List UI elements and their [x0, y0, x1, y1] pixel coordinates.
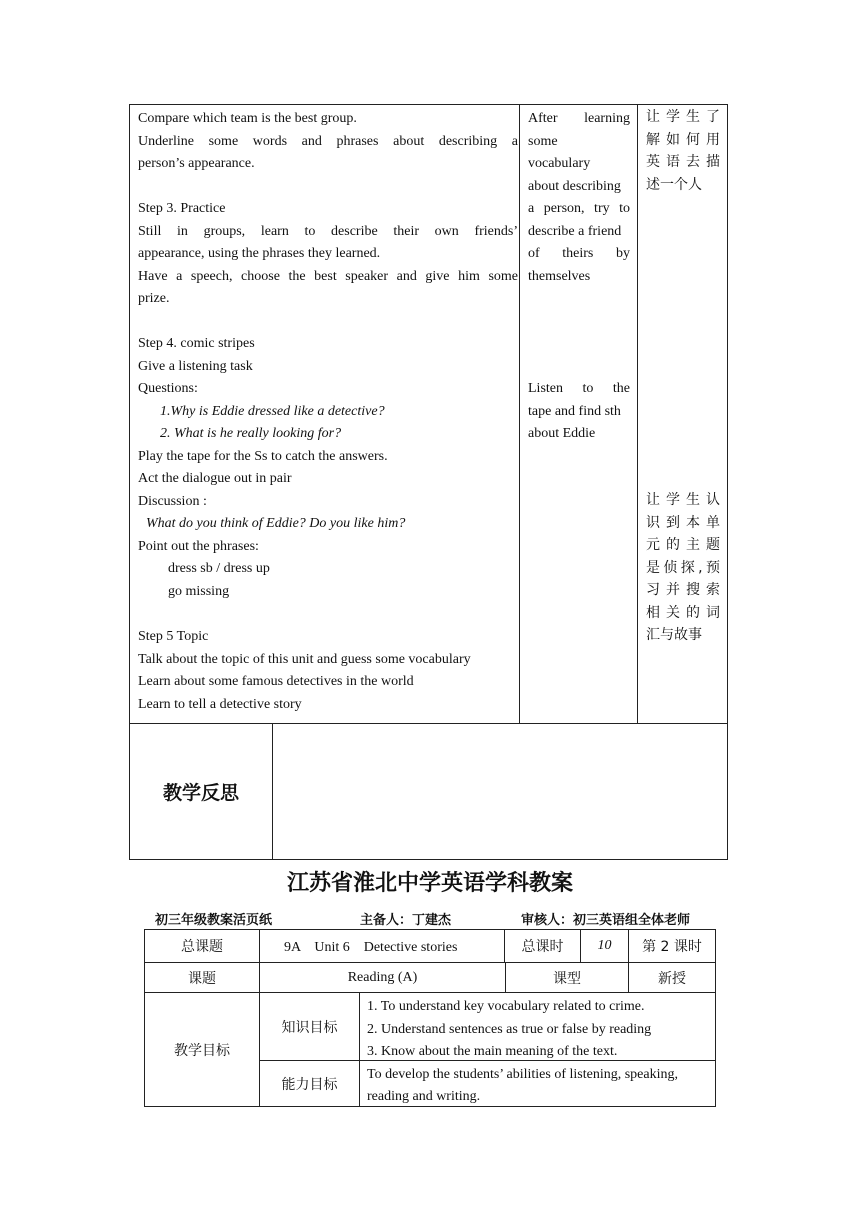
procedure-line: person’s appearance.	[138, 156, 255, 171]
design-intent-2	[646, 489, 720, 647]
question-1: 1.Why is Eddie dressed like a detective?	[160, 404, 385, 419]
ability-goals-text	[367, 1064, 712, 1108]
procedure-line: Talk about the topic of this unit and guess some vocabulary	[138, 652, 471, 667]
lesson-number: 第 2 课时	[642, 939, 702, 955]
total-topic-value: 9A Unit 6 Detective stories	[284, 940, 458, 955]
procedure-line: prize.	[138, 291, 170, 306]
procedure-line: Act the dialogue out in pair	[138, 471, 292, 486]
procedure-line: Compare which team is the best group.	[138, 111, 357, 126]
activity-line: Listen to the	[528, 381, 630, 396]
topic-value: Reading (A)	[347, 969, 418, 985]
activity-line: about describing	[528, 178, 621, 194]
procedure-line: Point out the phrases:	[138, 539, 259, 554]
procedure-line: Learn about some famous detectives in the world	[138, 674, 414, 689]
document-title: 江苏省淮北中学英语学科教案	[286, 871, 573, 896]
activity-line: some	[528, 133, 558, 149]
activity-line: After learning	[528, 111, 630, 126]
total-hours-value: 10	[597, 938, 612, 953]
procedure-line: Underline some words and phrases about describing a	[138, 134, 518, 149]
activity-line: a person, try to	[528, 201, 630, 216]
procedure-line: Questions:	[138, 381, 198, 396]
procedure-line: Play the tape for the Ss to catch the answers.	[138, 449, 388, 464]
activity-line: about Eddie	[528, 426, 596, 441]
step3-heading: Step 3. Practice	[138, 201, 226, 216]
activity-line: themselves	[528, 268, 591, 284]
procedure-line: Discussion :	[138, 494, 207, 509]
intent-line: 相关的词	[646, 604, 720, 621]
intent-line: 让学生认	[646, 492, 720, 508]
knowledge-goal-item: 1. To understand key vocabulary related to crime.	[367, 999, 645, 1014]
knowledge-goals-list	[367, 996, 712, 1064]
discussion-question: What do you think of Eddie? Do you like him?	[146, 516, 406, 531]
topic-label: 课题	[188, 970, 216, 987]
procedure-line: Still in groups, learn to describe their own friends’	[138, 224, 518, 239]
procedure-line: Have a speech, choose the best speaker and give him some	[138, 269, 518, 284]
reviewer-label: 审核人：初三英语组全体老师	[521, 913, 691, 928]
intent-line: 解如何用	[646, 131, 720, 148]
page-type-label: 初三年级教案活页纸	[155, 913, 273, 928]
step5-heading: Step 5 Topic	[138, 629, 209, 644]
total-topic-label: 总课题	[181, 939, 223, 955]
ability-goals-label: 能力目标	[281, 1076, 338, 1093]
activity-line: tape and find sth	[528, 403, 621, 419]
knowledge-goals-label: 知识目标	[281, 1019, 338, 1036]
procedure-line: appearance, using the phrases they learned.	[138, 246, 381, 261]
intent-line: 元的主题	[646, 537, 720, 553]
step4-heading: Step 4. comic stripes	[138, 336, 255, 351]
question-2: 2. What is he really looking for?	[160, 426, 342, 441]
activity-line: of theirs by	[528, 246, 630, 261]
preparer-label: 主备人：丁建杰	[360, 913, 452, 928]
intent-line: 识到本单	[646, 514, 720, 531]
teaching-goals-label: 教学目标	[174, 1042, 230, 1059]
ability-goal-line: To develop the students’ abilities of listening, speaking,	[367, 1067, 678, 1082]
procedure-line: Learn to tell a detective story	[138, 697, 302, 712]
lesson-type-label: 课型	[553, 970, 581, 987]
intent-line: 是侦探,预	[646, 559, 720, 576]
phrase-item: dress sb / dress up	[168, 561, 270, 576]
reflection-content[interactable]	[273, 724, 727, 859]
knowledge-goal-item: 2. Understand sentences as true or false by reading	[367, 1021, 652, 1037]
intent-line: 英语去描	[646, 154, 720, 170]
activity-line: vocabulary	[528, 156, 591, 171]
intent-line: 让学生了	[646, 109, 720, 125]
intent-line: 述一个人	[646, 176, 702, 193]
total-hours-label: 总课时	[521, 939, 564, 955]
lesson-type-value: 新授	[658, 970, 686, 987]
design-intent-1	[646, 106, 720, 196]
intent-line: 习并搜索	[646, 582, 720, 598]
activity-line: describe a friend	[528, 223, 622, 239]
student-activity-1	[528, 108, 630, 288]
phrase-item: go missing	[168, 584, 230, 599]
knowledge-goal-item: 3. Know about the main meaning of the text.	[367, 1044, 618, 1059]
reflection-label: 教学反思	[162, 782, 239, 804]
student-activity-2	[528, 378, 630, 446]
intent-line: 汇与故事	[646, 627, 702, 643]
procedure-line: Give a listening task	[138, 359, 253, 374]
ability-goal-line: reading and writing.	[367, 1089, 481, 1104]
